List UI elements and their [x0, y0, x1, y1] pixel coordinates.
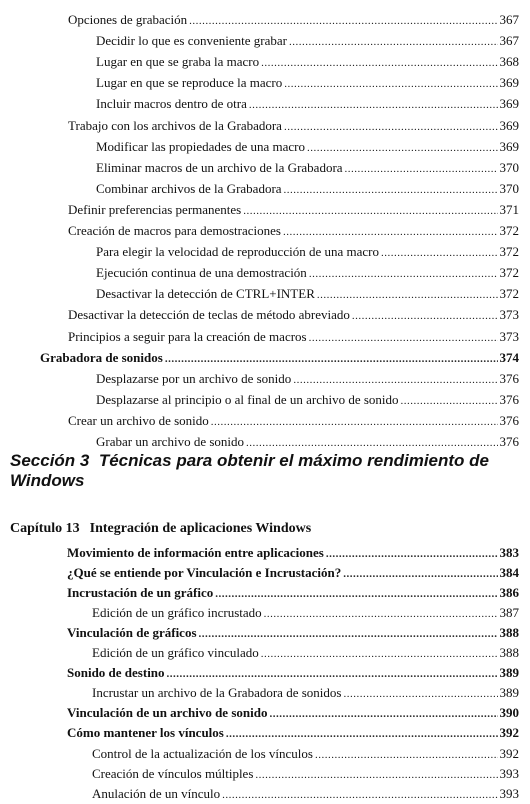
toc-entry-title: Opciones de grabación [68, 12, 188, 27]
toc-leader-dots [284, 76, 497, 93]
toc-entry-page: 367 [499, 33, 519, 49]
toc-leader-dots [289, 34, 498, 51]
toc-entry [96, 138, 519, 157]
toc-entry-page: 372 [499, 223, 519, 238]
toc-entry [96, 391, 519, 410]
toc-leader-dots [167, 666, 498, 683]
toc-entry-title: Desactivar la detección de CTRL+INTER [96, 286, 315, 302]
toc-entry-page: 372 [499, 265, 519, 281]
toc-leader-dots [249, 97, 498, 114]
toc-entry-title: Incrustación de un gráfico [67, 585, 214, 601]
toc-entry-page: 370 [499, 159, 519, 175]
toc-entry-title: Definir preferencias permanentes [68, 201, 242, 217]
toc-entry [92, 684, 519, 703]
toc-entry-title: Movimiento de información entre aplicaciones [67, 545, 324, 560]
toc-entry [96, 243, 519, 262]
toc-entry [96, 53, 519, 72]
toc-entry [67, 564, 519, 583]
toc-leader-dots [215, 586, 497, 603]
toc-entry-title: Edición de un gráfico vinculado [92, 645, 259, 661]
toc-entry-title: Ejecución continua de una demostración [96, 265, 307, 281]
toc-entry-page: 389 [499, 685, 519, 701]
toc-entry-title: Lugar en que se graba la macro [96, 54, 260, 70]
toc-leader-dots [261, 55, 497, 72]
toc-entry-title: Control de la actualización de los vínculos [92, 745, 313, 761]
toc-entry-page: 392 [499, 745, 519, 761]
toc-entry-page: 370 [499, 180, 519, 196]
toc-entry [92, 644, 519, 663]
toc-entry [68, 222, 519, 241]
toc-entry-page: 369 [499, 75, 519, 91]
toc-entry-page: 390 [499, 705, 519, 721]
toc-entry-page: 393 [499, 765, 519, 781]
toc-leader-dots [307, 140, 497, 157]
toc-leader-dots [317, 287, 498, 304]
toc-entry-page: 388 [499, 645, 519, 661]
toc-entry [68, 117, 519, 136]
toc-entry-page: 373 [499, 307, 519, 323]
toc-entry-page: 389 [499, 665, 519, 681]
toc-entry-title: Grabadora de sonidos [40, 349, 163, 365]
toc-entry-title: Vinculación de gráficos [67, 625, 197, 641]
toc-entry [96, 264, 519, 283]
toc-leader-dots [246, 435, 497, 452]
toc-entry [96, 95, 519, 114]
toc-entry-page: 372 [499, 286, 519, 302]
toc-leader-dots [315, 747, 498, 764]
toc-entry-title: Incluir macros dentro de otra [96, 96, 247, 112]
toc-entry-page: 369 [499, 96, 519, 112]
toc-entry-page: 369 [499, 138, 519, 154]
toc-entry-page: 367 [499, 12, 519, 27]
toc-leader-dots [165, 351, 498, 368]
toc-entry-page: 383 [499, 545, 519, 560]
toc-entry-page: 371 [499, 201, 519, 217]
toc-leader-dots [381, 245, 498, 262]
toc-entry-page: 392 [499, 725, 519, 741]
toc-leader-dots [269, 706, 497, 723]
toc-entry-title: Vinculación de un archivo de sonido [67, 705, 268, 721]
toc-entry-title: Modificar las propiedades de una macro [96, 138, 306, 154]
toc-entry [96, 159, 519, 178]
toc-entry-title: Incrustar un archivo de la Grabadora de sonidos [92, 685, 342, 701]
toc-leader-dots [309, 266, 498, 283]
toc-entry-title: Decidir lo que es conveniente grabar [96, 33, 287, 49]
toc-entry-page: 374 [499, 349, 519, 365]
toc-entry [67, 544, 519, 563]
toc-entry [96, 285, 519, 304]
toc-leader-dots [243, 203, 497, 220]
toc-entry-page: 376 [499, 370, 519, 386]
toc-leader-dots [189, 13, 497, 30]
toc-entry [67, 584, 519, 603]
toc-entry-title: Anulación de un vínculo [92, 785, 221, 801]
toc-leader-dots [326, 546, 498, 563]
toc-leader-dots [261, 646, 498, 663]
toc-entry-page: 376 [499, 434, 519, 449]
toc-entry-page: 376 [499, 412, 519, 428]
toc-leader-dots [293, 372, 497, 389]
toc-entry-page: 368 [499, 54, 519, 70]
toc-leader-dots [255, 767, 497, 784]
toc-entry-page: 376 [499, 391, 519, 407]
toc-leader-dots [211, 414, 498, 431]
toc-entry [96, 433, 519, 452]
toc-leader-dots [222, 787, 497, 804]
toc-entry [68, 306, 519, 325]
toc-leader-dots [199, 626, 498, 643]
toc-entry-title: Grabar un archivo de sonido [96, 434, 245, 449]
toc-entry [92, 765, 519, 784]
toc-leader-dots [352, 308, 498, 325]
toc-entry [67, 624, 519, 643]
toc-entry-title: Combinar archivos de la Grabadora [96, 180, 282, 196]
toc-entry-title: ¿Qué se entiende por Vinculación e Incrustación? [67, 565, 342, 581]
toc-leader-dots [283, 224, 498, 241]
toc-entry-title: Creación de macros para demostraciones [68, 223, 281, 238]
toc-entry-page: 384 [499, 565, 519, 581]
toc-entry-title: Edición de un gráfico incrustado [92, 605, 262, 621]
toc-entry [40, 349, 519, 368]
toc-entry [96, 74, 519, 93]
toc-entry-title: Crear un archivo de sonido [68, 412, 209, 428]
toc-entry-title: Desplazarse por un archivo de sonido [96, 370, 292, 386]
toc-entry [68, 201, 519, 220]
toc-entry-page: 373 [499, 328, 519, 344]
toc-leader-dots [284, 119, 498, 136]
toc-entry [92, 745, 519, 764]
toc-entry-title: Sonido de destino [67, 665, 165, 681]
chapter-label: Capítulo 13 [10, 521, 80, 536]
toc-entry-title: Trabajo con los archivos de la Grabadora [68, 117, 282, 133]
toc-leader-dots [343, 686, 497, 703]
toc-entry [68, 328, 519, 347]
toc-entry-title: Para elegir la velocidad de reproducción de una macro [96, 244, 379, 260]
toc-entry-page: 369 [499, 117, 519, 133]
toc-entry-title: Desplazarse al principio o al final de un archivo de sonido [96, 391, 399, 407]
toc-entry-title: Lugar en que se reproduce la macro [96, 75, 283, 91]
toc-leader-dots [284, 182, 498, 199]
toc-entry-title: Cómo mantener los vínculos [67, 725, 224, 741]
section-title: Técnicas para obtenir el máximo rendimiento de Windows [10, 451, 489, 490]
toc-entry-page: 388 [499, 625, 519, 641]
toc-entry [96, 32, 519, 51]
toc-entry [92, 785, 519, 804]
toc-leader-dots [343, 566, 497, 583]
toc-entry-title: Principios a seguir para la creación de macros [68, 328, 307, 344]
section-heading [10, 451, 490, 491]
toc-entry [68, 412, 519, 431]
toc-entry-page: 387 [499, 605, 519, 621]
section-label: Sección 3 [10, 451, 90, 470]
toc-entry-page: 386 [499, 585, 519, 601]
toc-entry [96, 180, 519, 199]
toc-leader-dots [345, 161, 498, 178]
toc-entry-page: 372 [499, 244, 519, 260]
toc-entry-title: Desactivar la detección de teclas de método abreviado [68, 307, 350, 323]
chapter-heading [10, 520, 311, 538]
toc-entry [96, 370, 519, 389]
toc-entry [92, 604, 519, 623]
toc-entry [67, 704, 519, 723]
toc-entry-page: 393 [499, 785, 519, 801]
toc-leader-dots [264, 606, 498, 623]
toc-entry-title: Eliminar macros de un archivo de la Grabadora [96, 159, 343, 175]
toc-entry [67, 724, 519, 743]
toc-entry [68, 11, 519, 30]
toc-entry-title: Creación de vínculos múltiples [92, 765, 254, 781]
toc-leader-dots [401, 393, 498, 410]
toc-leader-dots [226, 726, 498, 743]
toc-entry [67, 664, 519, 683]
chapter-title: Integración de aplicaciones Windows [89, 521, 312, 536]
toc-leader-dots [309, 330, 498, 347]
